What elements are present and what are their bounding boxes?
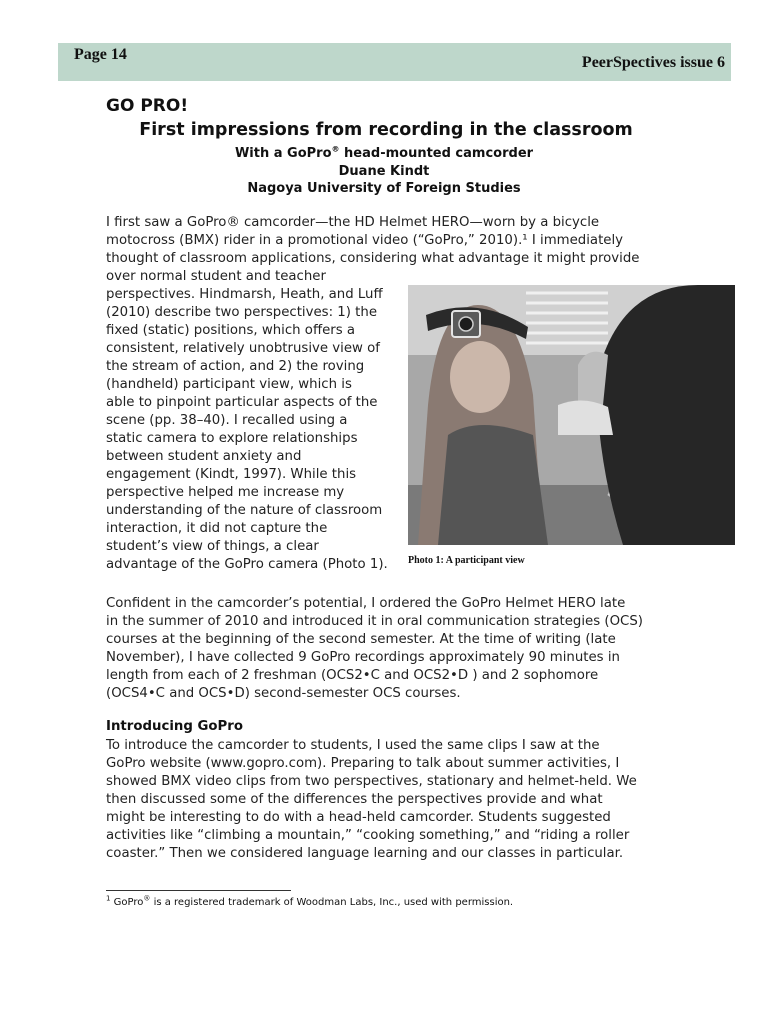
footnote (106, 894, 514, 908)
text-line: length from each of 2 freshman (OCS2•C and OCS2•D ) and 2 sophomore (106, 668, 599, 683)
text-line: activities like “climbing a mountain,” “cooking something,” and “riding a roller (106, 828, 630, 843)
text-line: (handheld) participant view, which is (106, 377, 352, 392)
text-line: showed BMX video clips from two perspectives, stationary and helmet-held. We (106, 774, 637, 789)
text-line: GoPro website (www.gopro.com). Preparing to talk about summer activities, I (106, 756, 620, 771)
paragraph-3 (106, 737, 736, 863)
text-line: engagement (Kindt, 1997). While this (106, 467, 357, 482)
text-line: I first saw a GoPro® camcorder—the HD Helmet HERO—worn by a bicycle (106, 215, 600, 230)
text-line: interaction, it did not capture the (106, 521, 328, 536)
footnote-number: 1 (106, 894, 111, 903)
text-line: the stream of action, and 2) the roving (106, 359, 365, 374)
text-line: (2010) describe two perspectives: 1) the (106, 305, 377, 320)
text-line: between student anxiety and (106, 449, 302, 464)
text-line: then discussed some of the differences the perspectives provide and what (106, 792, 603, 807)
photo-caption: Photo 1: A participant view (408, 555, 525, 566)
text-line: November), I have collected 9 GoPro recordings approximately 90 minutes in (106, 650, 620, 665)
text-line: perspectives. Hindmarsh, Heath, and Luff (106, 287, 383, 302)
footnote-text: is a registered trademark of Woodman Labs, Inc., used with permission. (150, 897, 514, 908)
text-line: courses at the beginning of the second semester. At the time of writing (late (106, 632, 616, 647)
text-line: fixed (static) positions, which offers a (106, 323, 356, 338)
text-line: student’s view of things, a clear (106, 539, 319, 554)
paragraph-1-narrow (106, 286, 406, 574)
text-line: motocross (BMX) rider in a promotional video (“GoPro,” 2010).¹ I immediately (106, 233, 624, 248)
article-kicker: GO PRO! (106, 96, 189, 116)
subtitle-suffix: head-mounted camcorder (339, 146, 534, 161)
classroom-photo (408, 285, 735, 545)
footnote-registered-mark: ® (143, 894, 151, 903)
footnote-prefix: GoPro (113, 897, 144, 908)
text-line: in the summer of 2010 and introduced it in oral communication strategies (OCS) (106, 614, 643, 629)
text-line: thought of classroom applications, considering what advantage it might provide (106, 251, 640, 266)
text-line: Confident in the camcorder’s potential, I ordered the GoPro Helmet HERO late (106, 596, 626, 611)
registered-mark: ® (331, 144, 340, 154)
paragraph-2 (106, 595, 736, 703)
text-line: coaster.” Then we considered language learning and our classes in particular. (106, 846, 624, 861)
text-line: To introduce the camcorder to students, I used the same clips I saw at the (106, 738, 600, 753)
page-number: Page 14 (74, 46, 127, 63)
footnote-divider (106, 890, 291, 891)
text-line: over normal student and teacher (106, 269, 326, 284)
text-line: understanding of the nature of classroom (106, 503, 383, 518)
issue-label: PeerSpectives issue 6 (581, 54, 725, 71)
article-subtitle (0, 146, 768, 161)
text-line: might be interesting to do with a head-held camcorder. Students suggested (106, 810, 611, 825)
article-author: Duane Kindt (338, 164, 430, 179)
page-header-bar (58, 43, 731, 81)
text-line: perspective helped me increase my (106, 485, 345, 500)
text-line: scene (pp. 38–40). I recalled using a (106, 413, 348, 428)
text-line: (OCS4•C and OCS•D) second-semester OCS courses. (106, 686, 461, 701)
article-title: First impressions from recording in the classroom (139, 120, 633, 140)
text-line: advantage of the GoPro camera (Photo 1). (106, 557, 388, 572)
section-heading: Introducing GoPro (106, 719, 243, 734)
text-line: able to pinpoint particular aspects of the (106, 395, 378, 410)
photo-illustration (408, 285, 735, 545)
text-line: consistent, relatively unobtrusive view of (106, 341, 380, 356)
text-line: static camera to explore relationships (106, 431, 358, 446)
subtitle-prefix: With a GoPro (234, 146, 332, 161)
paragraph-1-full (106, 214, 736, 286)
article-affiliation: Nagoya University of Foreign Studies (247, 181, 521, 196)
